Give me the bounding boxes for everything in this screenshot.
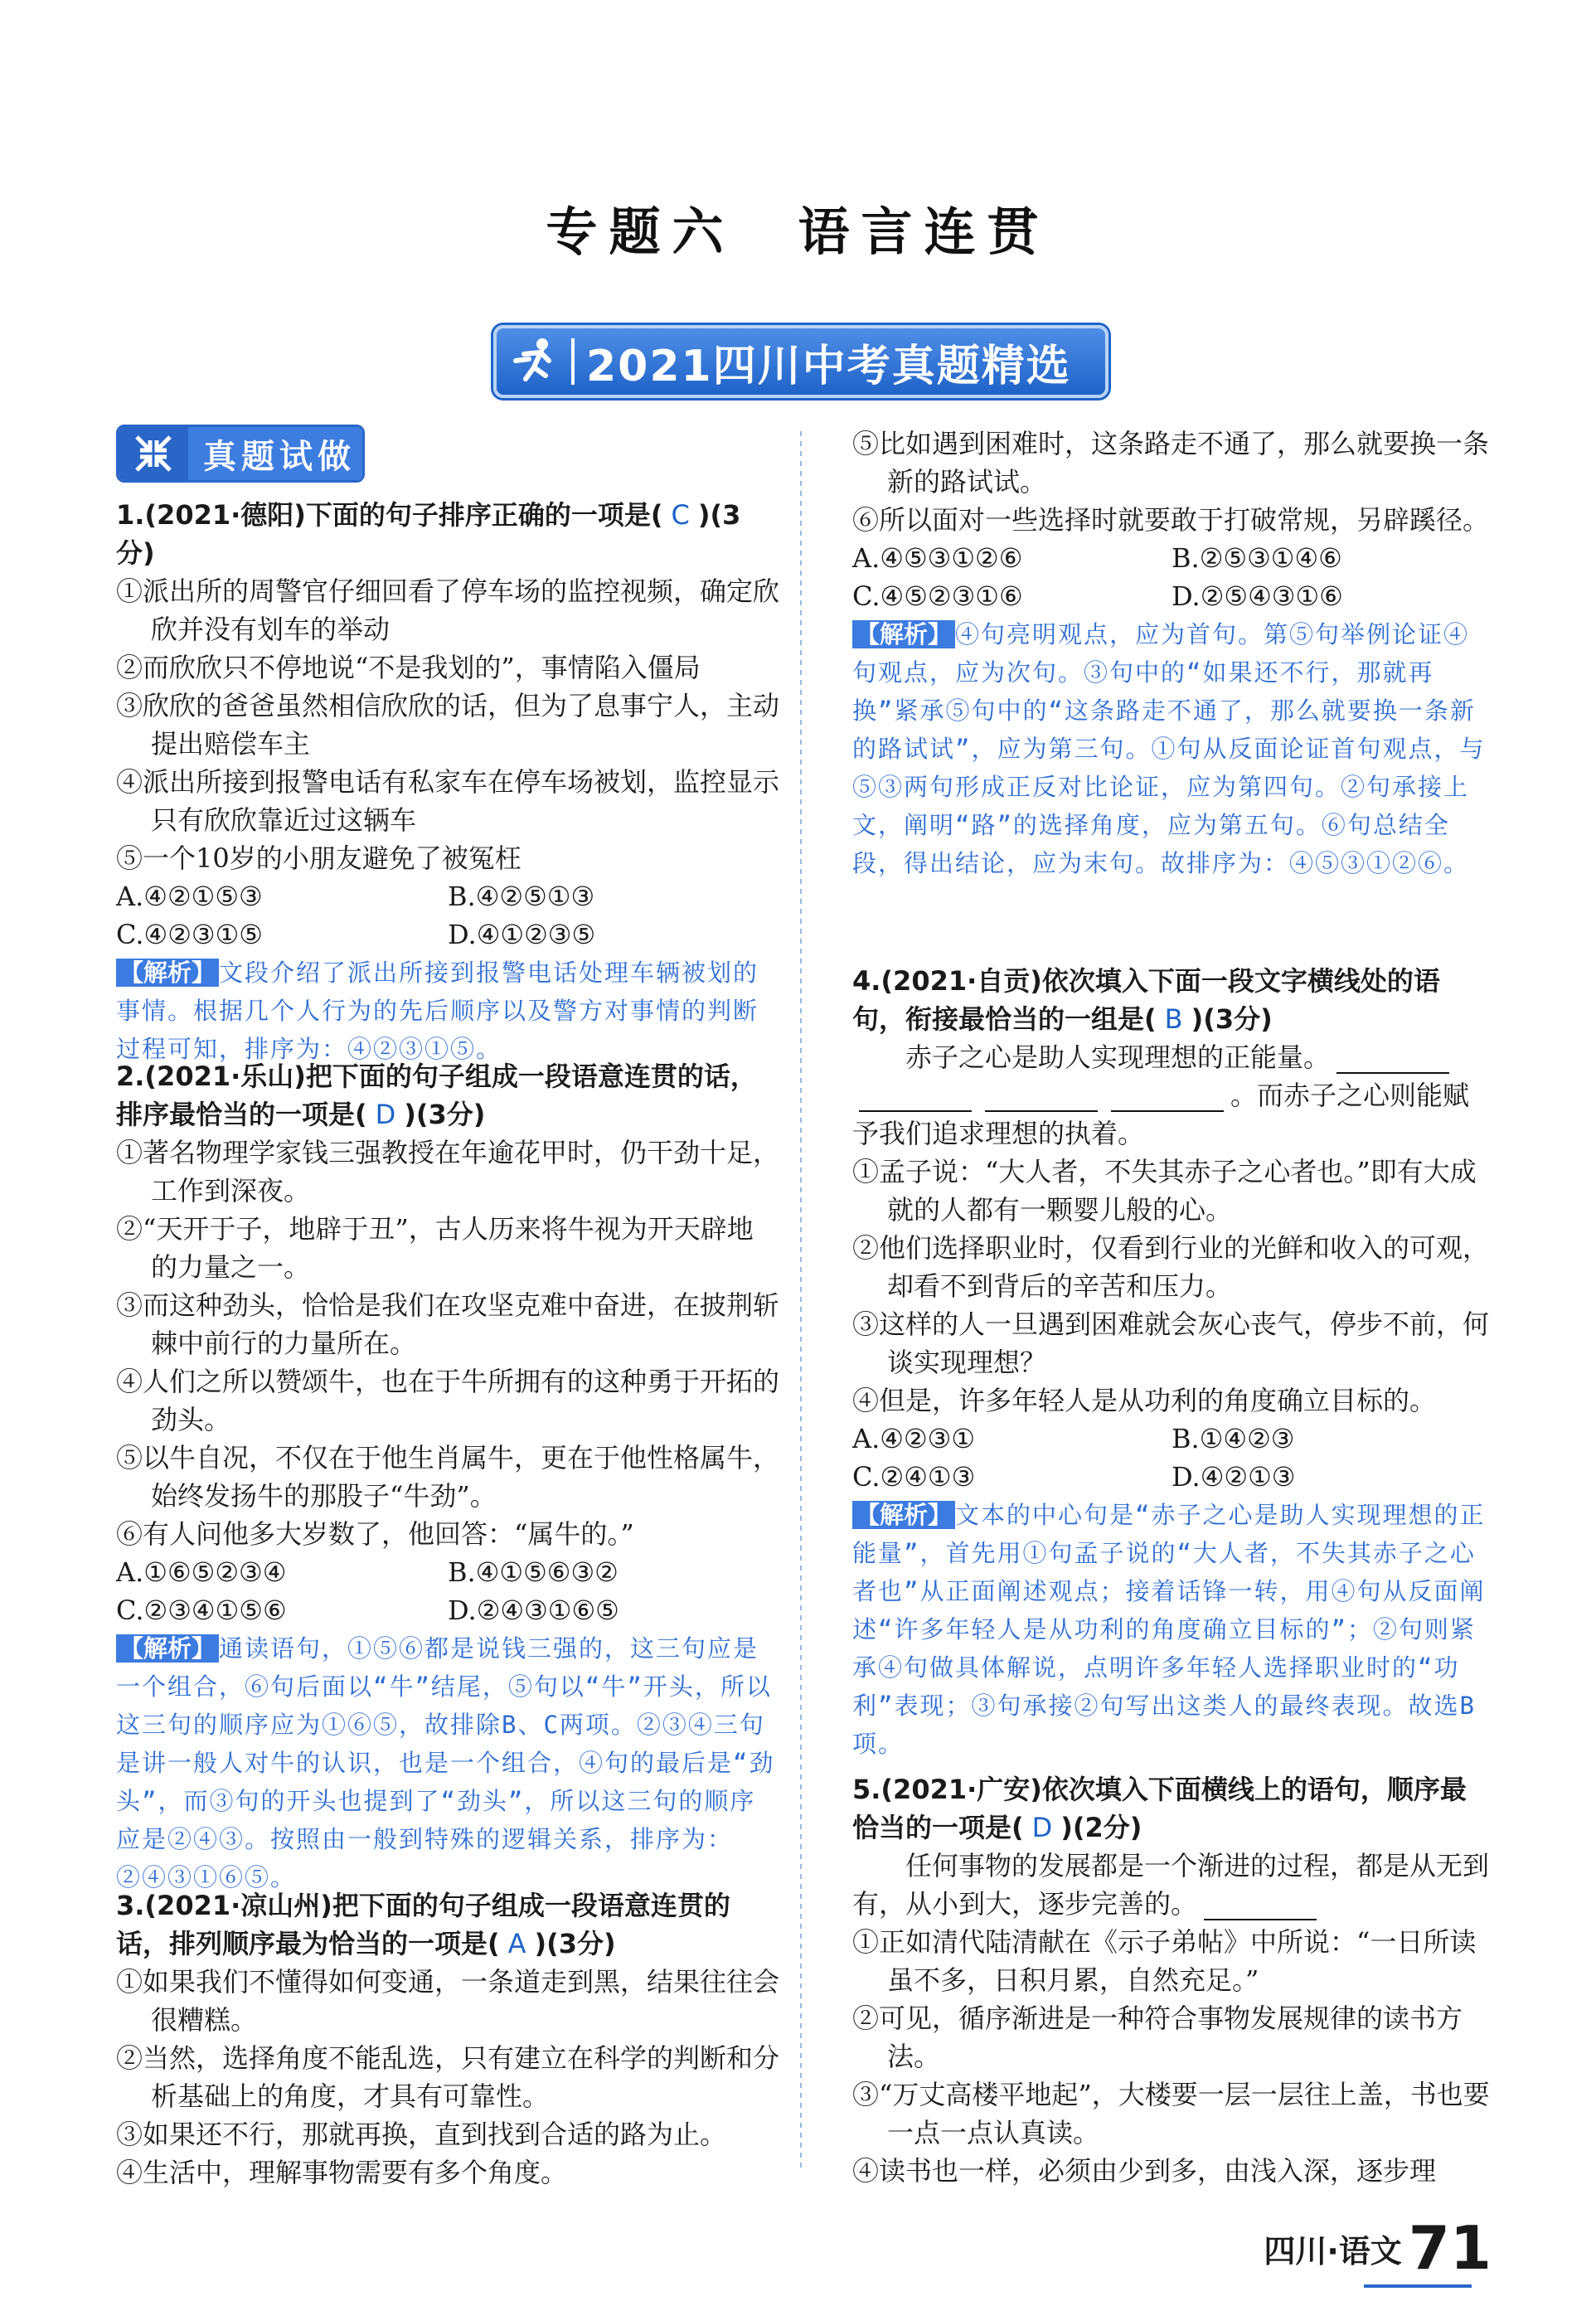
section-tag	[116, 425, 365, 483]
q2-answer: D	[375, 1099, 396, 1130]
q4-analysis-label: 【解析】	[852, 1501, 955, 1529]
q3-item-3: ③如果还不行，那就再换，直到找到合适的路为止。	[116, 2119, 727, 2150]
q5-blank[interactable]	[1204, 1892, 1317, 1920]
q2-score: (3分)	[415, 1099, 486, 1130]
q3-score: (3分)	[546, 1928, 616, 1959]
q1-head: 1.(2021·德阳)下面的句子排序正确的一项是	[116, 499, 651, 531]
q1-analysis-text: 文段介绍了派出所接到报警电话处理车辆被划的事情。根据几个人行为的先后顺序以及警方对事情的判断过程可知，排序为：④②③①⑤。	[116, 959, 759, 1063]
q3-answer: A	[507, 1928, 526, 1959]
q5-item-4: ④读书也一样，必须由少到多，由浅入深，逐步理	[852, 2155, 1437, 2187]
q2-choice-c: C.②③④①⑤⑥	[116, 1595, 287, 1626]
q4-choice-b: B.①④②③	[1172, 1423, 1295, 1454]
question-1: 1.(2021·德阳)下面的句子排序正确的一项是( C )(3分) ①派出所的周警官仔细回看了停车场的监控视频，确定欣欣并没有划车的举动 ②而欣欣只不停地说“不是我划的”，事情陷入僵局 ③欣欣的爸爸虽然相信欣欣的话，但为了息事宁人，主动提出赔偿车主 ④派出所接到报警电话有私家车在停车场被划，监控显示只有欣欣靠近过这辆车 ⑤一个10岁的小朋友避免了被冤枉 A.④②①⑤③ B.④②⑤①③ C.④②③①⑤ D.④①②③⑤ 【解析】 文段介绍了派出所接到报警电话处理车辆被划的事情。根据几个人行为的先后顺序以及警方对事情的判断过程可知，排序为：④②③①⑤。	[116, 496, 779, 1068]
q2-choice-a: A.①⑥⑤②③④	[116, 1556, 287, 1588]
q3-analysis-label: 【解析】	[852, 620, 955, 648]
q4-analysis-text: 文本的中心句是“赤子之心是助人实现理想的正能量”，首先用①句孟子说的“大人者，不失其赤子之心者也”从正面阐述观点；接着话锋一转，用④句从反面阐述“许多年轻人是从功利的角度确立目标的”；②句则紧承④句做具体解说，点明许多年轻人选择职业时的“功利”表现；③句承接②句写出这类人的最终表现。故选B项。	[852, 1501, 1486, 1758]
question-2: 2.(2021·乐山)把下面的句子组成一段语意连贯的话，排序最恰当的一项是( D )(3分) ①著名物理学家钱三强教授在年逾花甲时，仍干劲十足，工作到深夜。 ②“天开于子，地辟于丑”，古人历来将牛视为开天辟地的力量之一。 ③而这种劲头，恰恰是我们在攻坚克难中奋进，在披荆斩棘中前行的力量所在。 ④人们之所以赞颂牛，也在于牛所拥有的这种勇于开拓的劲头。 ⑤以牛自况，不仅在于他生肖属牛，更在于他性格属牛，始终发扬牛的那股子“牛劲”。 ⑥有人问他多大岁数了，他回答：“属牛的。” A.①⑥⑤②③④ B.④①⑤⑥③② C.②③④①⑤⑥ D.②④③①⑥⑤ 【解析】 通读语句，①⑤⑥都是说钱三强的，这三句应是一个组合，⑥句后面以“牛”结尾，⑤句以“牛”开头，所以这三句的顺序应为①⑥⑤，故排除B、C两项。②③④三句是讲一般人对牛的认识，也是一个组合，④句的最后是“劲头”，而③句的开头也提到了“劲头”，所以这三句的顺序应是②④③。按照由一般到特殊的逻辑关系，排序为：②④③①⑥⑤。	[116, 1057, 779, 1896]
question-3: 3.(2021·凉山州)把下面的句子组成一段语意连贯的话，排列顺序最为恰当的一项是( A )(3分) ①如果我们不懂得如何变通，一条道走到黑，结果往往会很糟糕。 ②当然，选择角度不能乱选，只有建立在科学的判断和分析基础上的角度，才具有可靠性。 ③如果还不行，那就再换，直到找到合适的路为止。 ④生活中，理解事物需要有多个角度。	[116, 1886, 779, 2192]
q2-analysis-label: 【解析】	[116, 1634, 219, 1663]
q3-item-1: ①如果我们不懂得如何变通，一条道走到黑，结果往往会很糟糕。	[116, 1966, 780, 2036]
q3-analysis-text: ④句亮明观点，应为首句。第⑤句举例论证④句观点，应为次句。③句中的“如果还不行，那就再换”紧承⑤句中的“这条路走不通了，那么就要换一条新的路试试”，应为第三句。①句从反面论证首句观点，与⑤③两句形成正反对比论证，应为第四句。②句承接上文，阐明“路”的选择角度，应为第五句。⑥句总结全段，得出结论，应为末句。故排序为：④⑤③①②⑥。	[852, 620, 1486, 877]
q2-item-5: ⑤以牛自况，不仅在于他生肖属牛，更在于他性格属牛，始终发扬牛的那股子“牛劲”。	[116, 1442, 780, 1512]
runner-icon	[497, 328, 571, 395]
section-tag-label: 真题试做	[188, 427, 362, 480]
q4-blank-2[interactable]	[859, 1084, 972, 1112]
q4-analysis	[852, 1496, 1491, 1763]
q1-item-3: ③欣欣的爸爸虽然相信欣欣的话，但为了息事宁人，主动提出赔偿车主	[116, 690, 780, 760]
q4-item-4: ④但是，许多年轻人是从功利的角度确立目标的。	[852, 1385, 1437, 1416]
banner-separator	[571, 338, 575, 385]
q4-passage-a: 赤子之心是助人实现理想的正能量。	[905, 1041, 1331, 1073]
q3-head: 3.(2021·凉山州)把下面的句子组成一段语意连贯的话，排列顺序最为恰当的一项是	[116, 1890, 730, 1959]
page-number: 71	[1408, 2213, 1492, 2283]
q2-choice-b: B.④①⑤⑥③②	[448, 1556, 619, 1588]
q4-head: 4.(2021·自贡)依次填入下面一段文字横线处的语句，衔接最恰当的一组是	[852, 965, 1440, 1035]
question-3-continued	[852, 425, 1491, 882]
q3-choice-a: A.④⑤③①②⑥	[852, 542, 1023, 574]
q1-analysis	[116, 954, 779, 1068]
q5-item-1: ①正如清代陆清献在《示子弟帖》中所说：“一日所读虽不多，日积月累，自然充足。”	[852, 1926, 1477, 1996]
q2-item-6: ⑥有人问他多大岁数了，他回答：“属牛的。”	[116, 1518, 634, 1550]
q4-choice-c: C.②④①③	[852, 1461, 976, 1493]
q5-item-3: ③“万丈高楼平地起”，大楼要一层一层往上盖，书也要一点一点认真读。	[852, 2079, 1490, 2148]
q1-item-1: ①派出所的周警官仔细回看了停车场的监控视频，确定欣欣并没有划车的举动	[116, 575, 780, 645]
page-title: 专题六 语言连贯	[546, 201, 1050, 262]
q4-score: (3分)	[1203, 1003, 1273, 1035]
section-banner	[493, 325, 1108, 398]
q2-item-1: ①著名物理学家钱三强教授在年逾花甲时，仍干劲十足，工作到深夜。	[116, 1137, 780, 1206]
q4-blank-3[interactable]	[985, 1084, 1098, 1112]
q5-head: 5.(2021·广安)依次填入下面横线上的语句，顺序最恰当的一项是	[852, 1774, 1467, 1843]
q3-analysis	[852, 615, 1491, 882]
q1-item-4: ④派出所接到报警电话有私家车在停车场被划，监控显示只有欣欣靠近过这辆车	[116, 766, 780, 836]
footer-label: 四川·语文	[1264, 2233, 1402, 2270]
q3-item-2: ②当然，选择角度不能乱选，只有建立在科学的判断和分析基础上的角度，才具有可靠性。	[116, 2042, 780, 2112]
q2-choice-d: D.②④③①⑥⑤	[448, 1595, 619, 1626]
q3-choice-b: B.②⑤③①④⑥	[1172, 542, 1342, 574]
q4-passage-b: 。而赤子之心则能赋予我们追求理想的执着。	[852, 1080, 1470, 1149]
q1-item-5: ⑤一个10岁的小朋友避免了被冤枉	[116, 842, 521, 874]
q2-head: 2.(2021·乐山)把下面的句子组成一段语意连贯的话，排序最恰当的一项是	[116, 1061, 757, 1130]
q3-item-6: ⑥所以面对一些选择时就要敢于打破常规，另辟蹊径。	[852, 504, 1490, 536]
q4-item-3: ③这样的人一旦遇到困难就会灰心丧气，停步不前，何谈实现理想？	[852, 1308, 1490, 1378]
q4-choices	[852, 1420, 1491, 1496]
q3-item-5: ⑤比如遇到困难时，这条路走不通了，那么就要换一条新的路试试。	[852, 428, 1490, 498]
q5-passage-text: 任何事物的发展都是一个渐进的过程，都是从无到有，从小到大，逐步完善的。	[852, 1850, 1490, 1920]
column-divider	[800, 431, 802, 2172]
q4-item-1: ①孟子说：“大人者，不失其赤子之心者也。”即有大成就的人都有一颗婴儿般的心。	[852, 1156, 1477, 1226]
q3-choice-c: C.④⑤②③①⑥	[852, 580, 1023, 612]
q4-blank-1[interactable]	[1336, 1046, 1449, 1074]
page-footer	[1264, 2213, 1492, 2283]
q1-choice-d: D.④①②③⑤	[448, 919, 596, 950]
q2-analysis	[116, 1629, 779, 1896]
q1-item-2: ②而欣欣只不停地说“不是我划的”，事情陷入僵局	[116, 652, 701, 683]
banner-title: 2021四川中考真题精选	[586, 341, 1071, 391]
q5-answer: D	[1031, 1812, 1053, 1843]
q2-item-4: ④人们之所以赞颂牛，也在于牛所拥有的这种勇于开拓的劲头。	[116, 1366, 780, 1435]
q4-item-2: ②他们选择职业时，仅看到行业的光鲜和收入的可观，却看不到背后的辛苦和压力。	[852, 1232, 1490, 1302]
q2-item-2: ②“天开于子，地辟于丑”，古人历来将牛视为开天辟地的力量之一。	[116, 1213, 754, 1283]
q4-choice-a: A.④②③①	[852, 1423, 976, 1454]
arrows-icon	[119, 427, 188, 480]
question-4: 4.(2021·自贡)依次填入下面一段文字横线处的语句，衔接最恰当的一组是( B )(3分) 赤子之心是助人实现理想的正能量。。而赤子之心则能赋予我们追求理想的执着。 ①孟子说：“大人者，不失其赤子之心者也。”即有大成就的人都有一颗婴儿般的心。 ②他们选择职业时，仅看到行业的光鲜和收入的可观，却看不到背后的辛苦和压力。 ③这样的人一旦遇到困难就会灰心丧气，停步不前，何谈实现理想？ ④但是，许多年轻人是从功利的角度确立目标的。 A.④②③① B.①④②③ C.②④①③ D.④②①③ 【解析】 文本的中心句是“赤子之心是助人实现理想的正能量”，首先用①句孟子说的“大人者，不失其赤子之心者也”从正面阐述观点；接着话锋一转，用④句从反面阐述“许多年轻人是从功利的角度确立目标的”；②句则紧承④句做具体解说，点明许多年轻人选择职业时的“功利”表现；③句承接②句写出这类人的最终表现。故选B项。	[852, 962, 1491, 1763]
q1-choices	[116, 877, 779, 954]
q5-passage	[852, 1847, 1491, 1923]
q1-answer: C	[671, 499, 690, 531]
q2-choices	[116, 1553, 779, 1629]
q5-score: (2分)	[1072, 1812, 1142, 1843]
q3-choice-d: D.②⑤④③①⑥	[1172, 580, 1343, 612]
q1-score: (3分)	[116, 499, 741, 569]
q3-choices	[852, 539, 1491, 615]
q4-blank-4[interactable]	[1111, 1084, 1224, 1112]
q4-answer: B	[1164, 1003, 1183, 1035]
q1-choice-a: A.④②①⑤③	[116, 881, 263, 912]
q4-choice-d: D.④②①③	[1172, 1461, 1296, 1493]
q2-item-3: ③而这种劲头，恰恰是我们在攻坚克难中奋进，在披荆斩棘中前行的力量所在。	[116, 1289, 780, 1359]
question-5: 5.(2021·广安)依次填入下面横线上的语句，顺序最恰当的一项是( D )(2分) 任何事物的发展都是一个渐进的过程，都是从无到有，从小到大，逐步完善的。 ①正如清代陆清献在《示子弟帖》中所说：“一日所读虽不多，日积月累，自然充足。” ②可见，循序渐进是一种符合事物发展规律的读书方法。 ③“万丈高楼平地起”，大楼要一层一层往上盖，书也要一点一点认真读。 ④读书也一样，必须由少到多，由浅入深，逐步理	[852, 1770, 1491, 2190]
q2-analysis-text: 通读语句，①⑤⑥都是说钱三强的，这三句应是一个组合，⑥句后面以“牛”结尾，⑤句以“牛”开头，所以这三句的顺序应为①⑥⑤，故排除B、C两项。②③④三句是讲一般人对牛的认识，也是一个组合，④句的最后是“劲头”，而③句的开头也提到了“劲头”，所以这三句的顺序应是②④③。按照由一般到特殊的逻辑关系，排序为：②④③①⑥⑤。	[116, 1634, 775, 1891]
q4-passage	[852, 1038, 1491, 1153]
footer-underline	[1364, 2284, 1472, 2288]
q1-choice-b: B.④②⑤①③	[448, 881, 595, 912]
q5-item-2: ②可见，循序渐进是一种符合事物发展规律的读书方法。	[852, 2003, 1463, 2072]
q1-choice-c: C.④②③①⑤	[116, 919, 263, 950]
q1-analysis-label: 【解析】	[116, 959, 219, 987]
q3-item-4: ④生活中，理解事物需要有多个角度。	[116, 2157, 568, 2188]
